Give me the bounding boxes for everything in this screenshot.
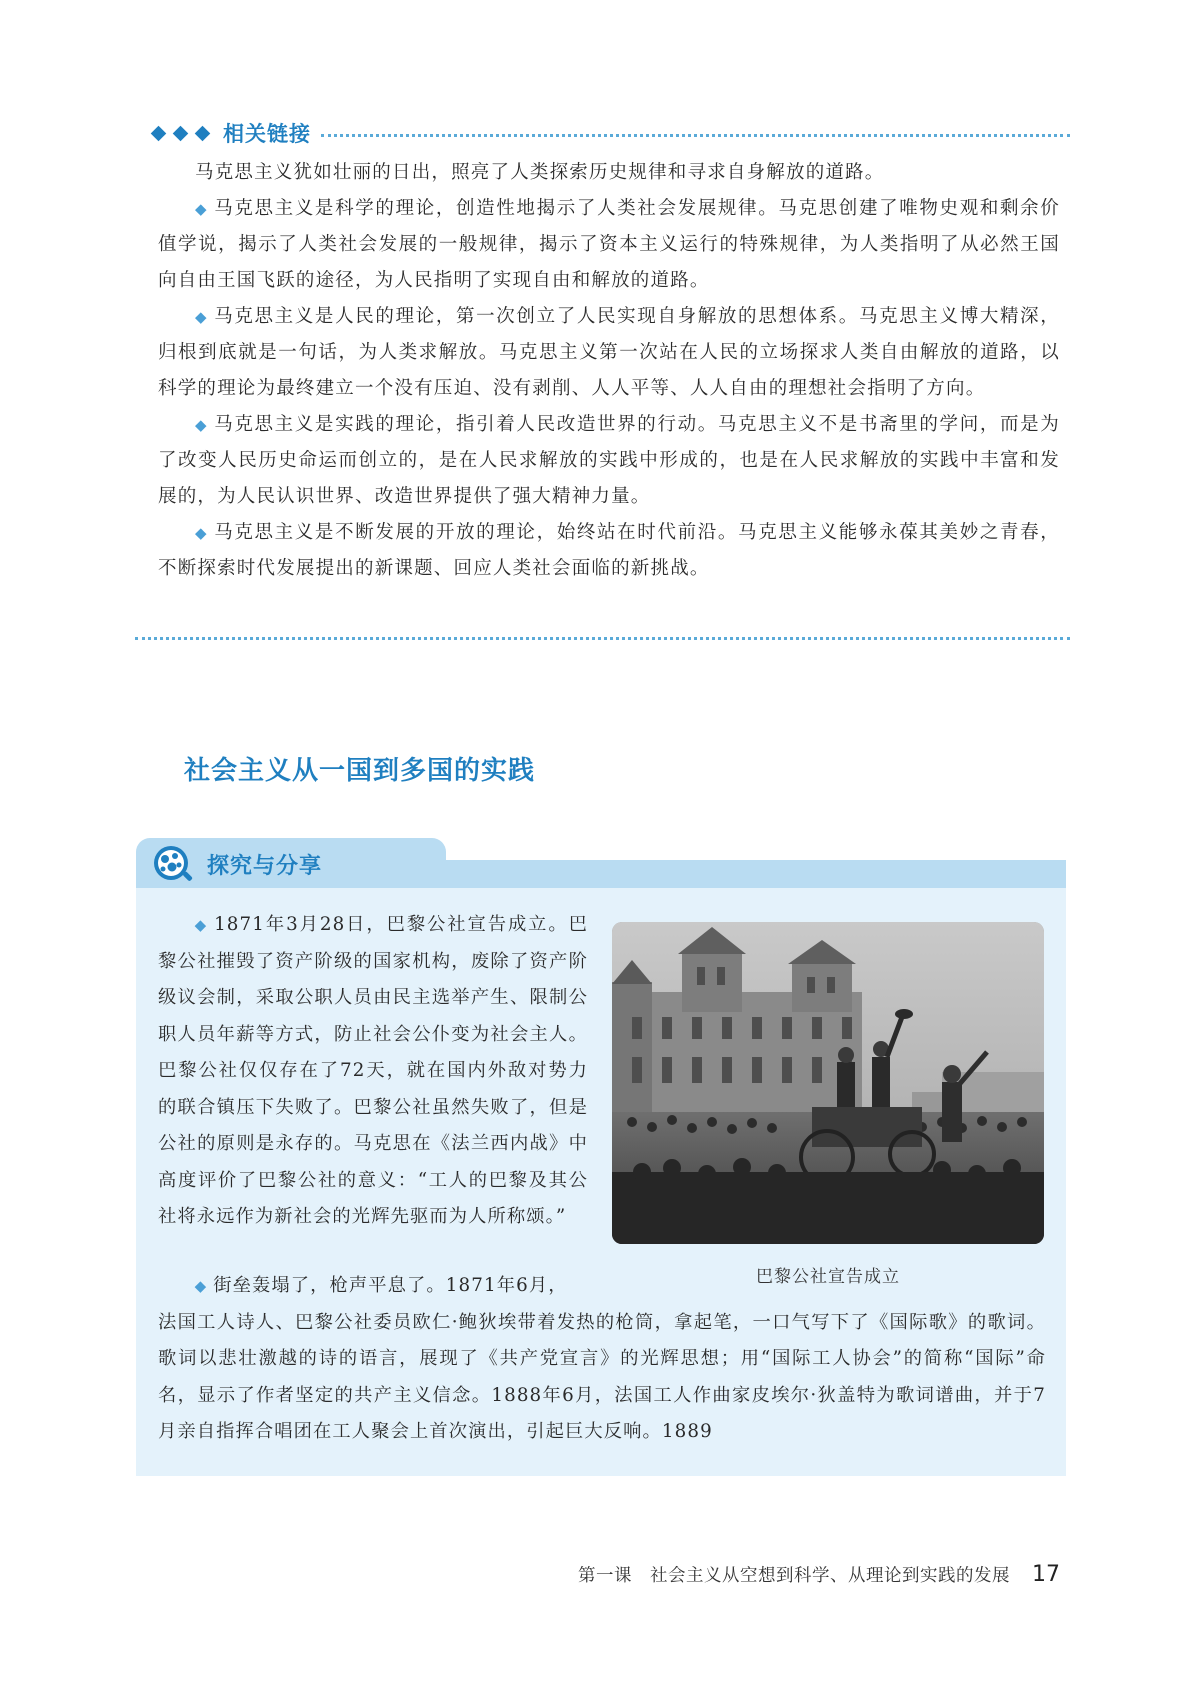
- page-number: 17: [1032, 1562, 1060, 1587]
- related-link-item: ◆ 马克思主义是实践的理论，指引着人民改造世界的行动。马克思主义不是书斋里的学问，而是为了改变人民历史命运而创立的，是在人民求解放的实践中形成的，也是在人民求解放的实践中丰富和发展的，为人民认识世界、改造世界提供了强大精神力量。: [158, 414, 1060, 507]
- paris-commune-illustration: [612, 922, 1044, 1244]
- footer-chapter-title: 第一课 社会主义从空想到科学、从理论到实践的发展: [578, 1566, 1010, 1586]
- diamond-icon: ◆: [195, 524, 209, 542]
- photo-caption: 巴黎公社宣告成立: [756, 1267, 900, 1287]
- diamond-bullets-icon: [150, 128, 211, 139]
- related-link-item: ◆ 马克思主义是不断发展的开放的理论，始终站在时代前沿。马克思主义能够永葆其美妙之青春，不断探索时代发展提出的新课题、回应人类社会面临的新挑战。: [158, 522, 1060, 579]
- related-link-item: ◆ 马克思主义是科学的理论，创造性地揭示了人类社会发展规律。马克思创建了唯物史观和剩余价值学说，揭示了人类社会发展的一般规律，揭示了资本主义运行的特殊规律，为人类指明了从必然王国向自由王国飞跃的途径，为人民指明了实现自由和解放的道路。: [158, 198, 1060, 291]
- diamond-icon: ◆: [195, 200, 209, 218]
- dotted-divider: [321, 134, 1070, 137]
- page-footer: [560, 1562, 1060, 1592]
- explore-paragraph-continued: 法国工人诗人、巴黎公社委员欧仁·鲍狄埃带着发热的枪筒，拿起笔，一口气写下了《国际歌》的歌词。歌词以悲壮激越的诗的语言，展现了《共产党宣言》的光辉思想；用“国际工人协会”的简称“国际”命名，显示了作者坚定的共产主义信念。1888年6月，法国工人作曲家皮埃尔·狄盖特为歌词谱曲，并于7月亲自指挥合唱团在工人聚会上首次演出，引起巨大反响。1889: [158, 1311, 1046, 1442]
- explore-paragraph: ◆ 1871年3月28日，巴黎公社宣告成立。巴黎公社摧毁了资产阶级的国家机构，废除了资产阶级议会制，采取公职人员由民主选举产生、限制公职人员年薪等方式，防止社会公仆变为社会主人。巴黎公社仅仅存在了72天，就在国内外敌对势力的联合镇压下失败了。巴黎公社虽然失败了，但是公社的原则是永存的。马克思在《法兰西内战》中高度评价了巴黎公社的意义：“工人的巴黎及其公社将永远作为新社会的光辉先驱而为人所称颂。”: [158, 914, 588, 1227]
- diamond-icon: ◆: [194, 1277, 208, 1295]
- related-link-header: [150, 118, 1070, 148]
- paris-commune-photo: [612, 922, 1044, 1244]
- related-link-intro: 马克思主义犹如壮丽的日出，照亮了人类探索历史规律和寻求自身解放的道路。: [195, 162, 885, 183]
- diamond-icon: ◆: [195, 416, 209, 434]
- related-link-body: [158, 155, 1060, 587]
- diamond-icon: ◆: [194, 916, 209, 934]
- related-link-title: 相关链接: [223, 122, 311, 146]
- explore-label: 探究与分享: [207, 854, 323, 879]
- related-link-item: ◆ 马克思主义是人民的理论，第一次创立了人民实现自身解放的思想体系。马克思主义博大精深，归根到底就是一句话，为人类求解放。马克思主义第一次站在人民的立场探求人类自由解放的道路，以科学的理论为最终建立一个没有压迫、没有剥削、人人平等、人人自由的理想社会指明了方向。: [158, 306, 1060, 399]
- explore-text: [158, 907, 588, 1236]
- diamond-icon: ◆: [195, 308, 209, 326]
- explore-magnifier-icon: [150, 841, 196, 887]
- explore-paragraph: ◆ 街垒轰塌了，枪声平息了。1871年6月，: [194, 1275, 568, 1296]
- explore-text-continued: [158, 1268, 1046, 1451]
- section-title: 社会主义从一国到多国的实践: [184, 756, 536, 786]
- dotted-divider-bottom: [135, 637, 1070, 640]
